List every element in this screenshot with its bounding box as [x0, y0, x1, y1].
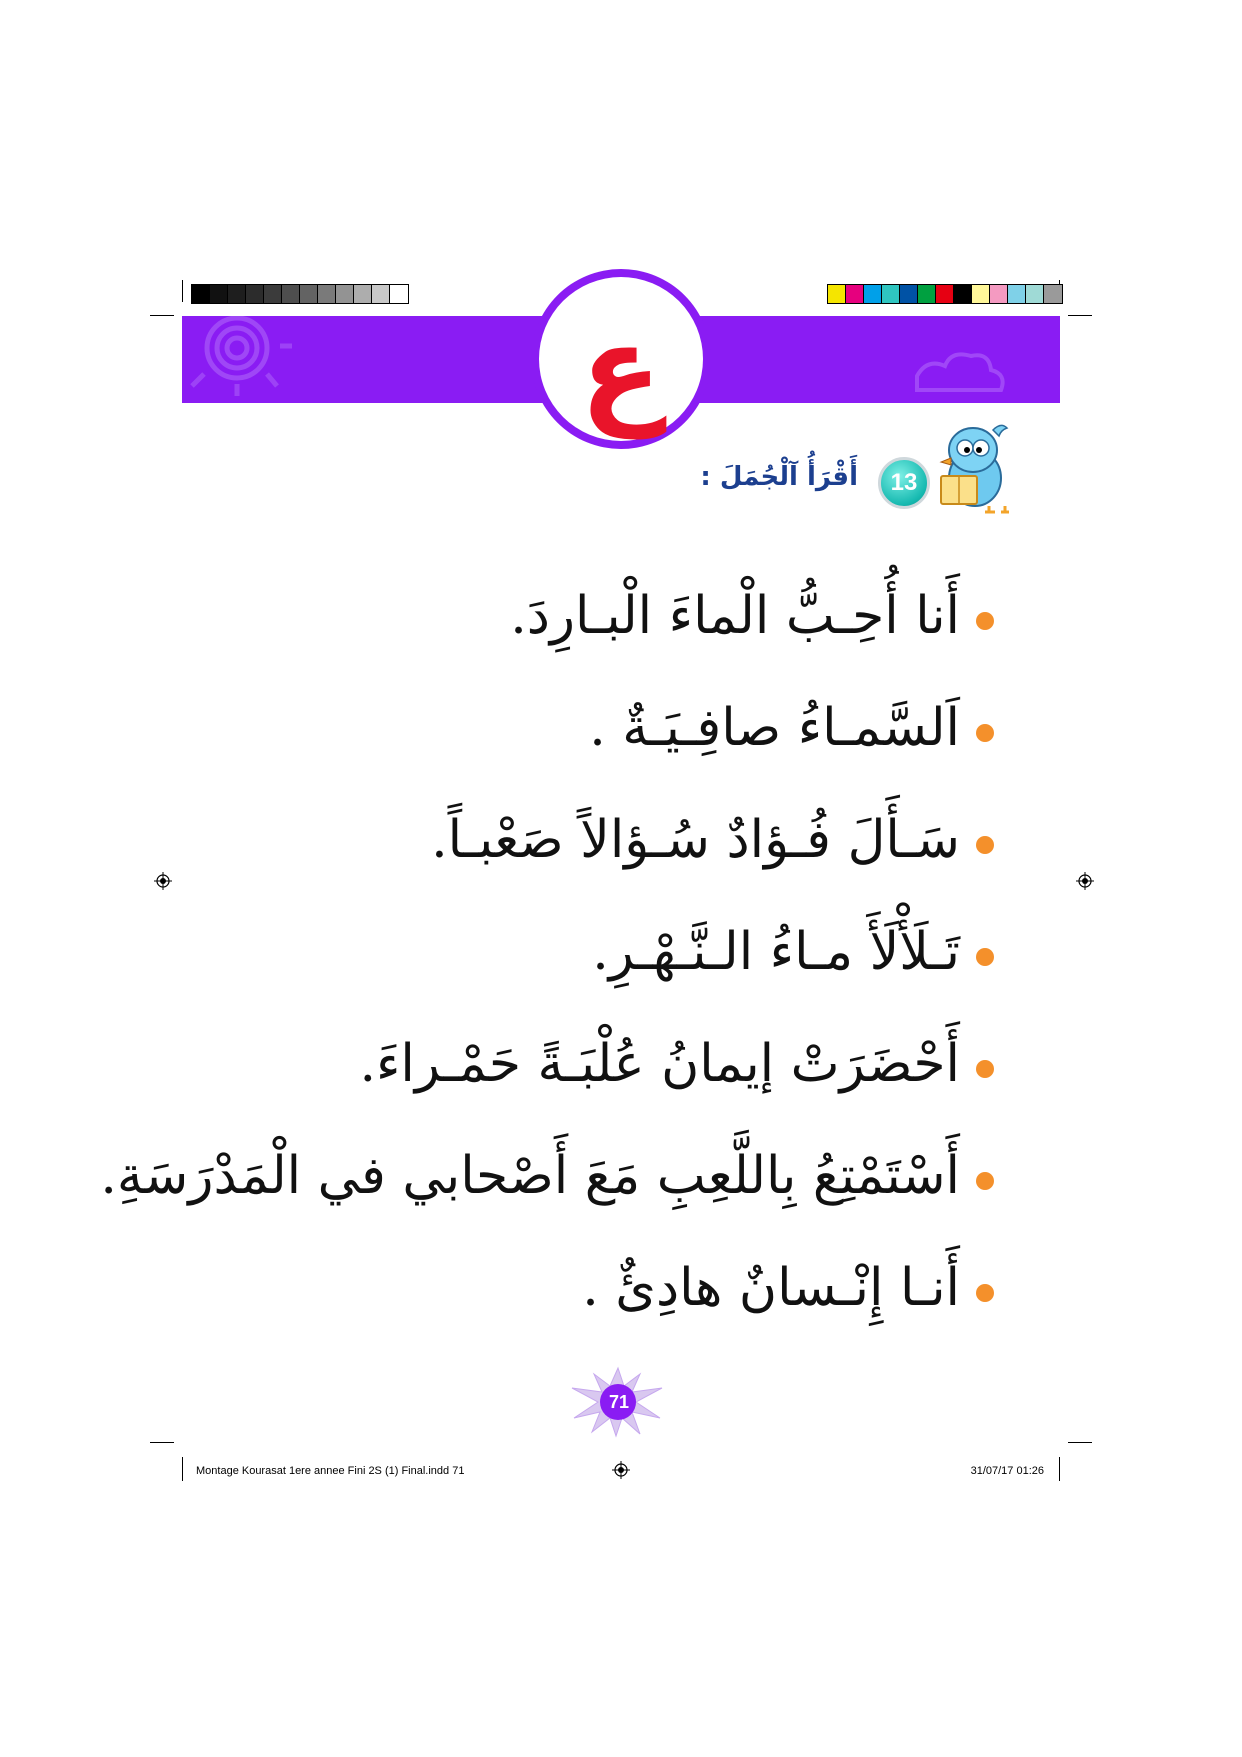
calibration-swatch	[954, 285, 972, 303]
sentence-text: أَنا أُحِـبُّ الْماءَ الْبـارِدَ.	[510, 585, 960, 646]
instruction-text: أَقْرَأُ آلْجُمَلَ :	[700, 462, 858, 492]
calibration-swatch	[864, 285, 882, 303]
sentence-item	[194, 560, 994, 672]
calibration-swatch	[282, 285, 300, 303]
calibration-swatch	[318, 285, 336, 303]
calibration-swatch	[354, 285, 372, 303]
crop-mark	[150, 315, 174, 316]
registration-mark-icon	[612, 1461, 630, 1479]
sentence-item	[194, 1008, 994, 1120]
calibration-swatch	[192, 285, 210, 303]
bullet-icon	[976, 1284, 994, 1302]
calibration-swatch	[972, 285, 990, 303]
calibration-swatch	[264, 285, 282, 303]
slug-filename: Montage Kourasat 1ere annee Fini 2S (1) Final.indd 71	[196, 1465, 465, 1477]
sentence-text: أَنـا إِنْـسانٌ هادِئٌ .	[582, 1257, 960, 1318]
calibration-swatch	[210, 285, 228, 303]
calibration-swatch	[336, 285, 354, 303]
slug-date: 31/07/17 01:26	[970, 1465, 1044, 1477]
sentence-item	[194, 672, 994, 784]
calibration-swatch	[300, 285, 318, 303]
calibration-swatch	[828, 285, 846, 303]
calibration-swatch	[1044, 285, 1062, 303]
calibration-swatch	[882, 285, 900, 303]
calibration-swatch	[246, 285, 264, 303]
calibration-swatch	[390, 285, 408, 303]
color-calibration-bar	[827, 284, 1063, 304]
sentence-list	[100, 560, 994, 1344]
sentence-item	[194, 1232, 994, 1344]
bullet-icon	[976, 612, 994, 630]
sentence-text: أَسْتَمْتِعُ بِاللَّعِبِ مَعَ أَصْحابي في الْمَدْرَسَةِ.	[100, 1145, 960, 1206]
grayscale-calibration-bar	[191, 284, 409, 304]
crop-mark	[182, 280, 183, 302]
calibration-swatch	[936, 285, 954, 303]
bullet-icon	[976, 724, 994, 742]
crop-mark	[1068, 315, 1092, 316]
bullet-icon	[976, 948, 994, 966]
bird-reading-icon	[935, 420, 1013, 520]
registration-mark-icon	[1076, 872, 1094, 890]
crop-mark	[150, 1442, 174, 1443]
calibration-swatch	[990, 285, 1008, 303]
calibration-swatch	[228, 285, 246, 303]
calibration-swatch	[900, 285, 918, 303]
sentence-text: تَـلَأْلَأَ مـاءُ الـنَّـهْـرِ.	[592, 921, 960, 982]
crop-mark	[1068, 1442, 1092, 1443]
sentence-text: أَحْضَرَتْ إيمانُ عُلْبَـةً حَمْـراءَ.	[359, 1033, 960, 1094]
bullet-icon	[976, 1172, 994, 1190]
registration-mark-icon	[154, 872, 172, 890]
calibration-swatch	[846, 285, 864, 303]
sentence-item	[194, 784, 994, 896]
bullet-icon	[976, 836, 994, 854]
calibration-swatch	[1026, 285, 1044, 303]
exercise-number-badge: 13	[878, 457, 930, 509]
calibration-swatch	[918, 285, 936, 303]
sentence-text: اَلسَّمـاءُ صافِـيَـةٌ .	[589, 697, 960, 758]
page-number: 71	[608, 1392, 630, 1412]
sentence-text: سَـأَلَ فُـؤادٌ سُـؤالاً صَعْبـاً.	[431, 809, 960, 870]
calibration-swatch	[1008, 285, 1026, 303]
bullet-icon	[976, 1060, 994, 1078]
header-letter: ع	[580, 300, 662, 439]
crop-mark	[1059, 1457, 1060, 1481]
calibration-swatch	[372, 285, 390, 303]
cloud-decoration-icon	[917, 354, 1003, 390]
sentence-item	[100, 1120, 994, 1232]
sentence-item	[194, 896, 994, 1008]
crop-mark	[182, 1457, 183, 1481]
